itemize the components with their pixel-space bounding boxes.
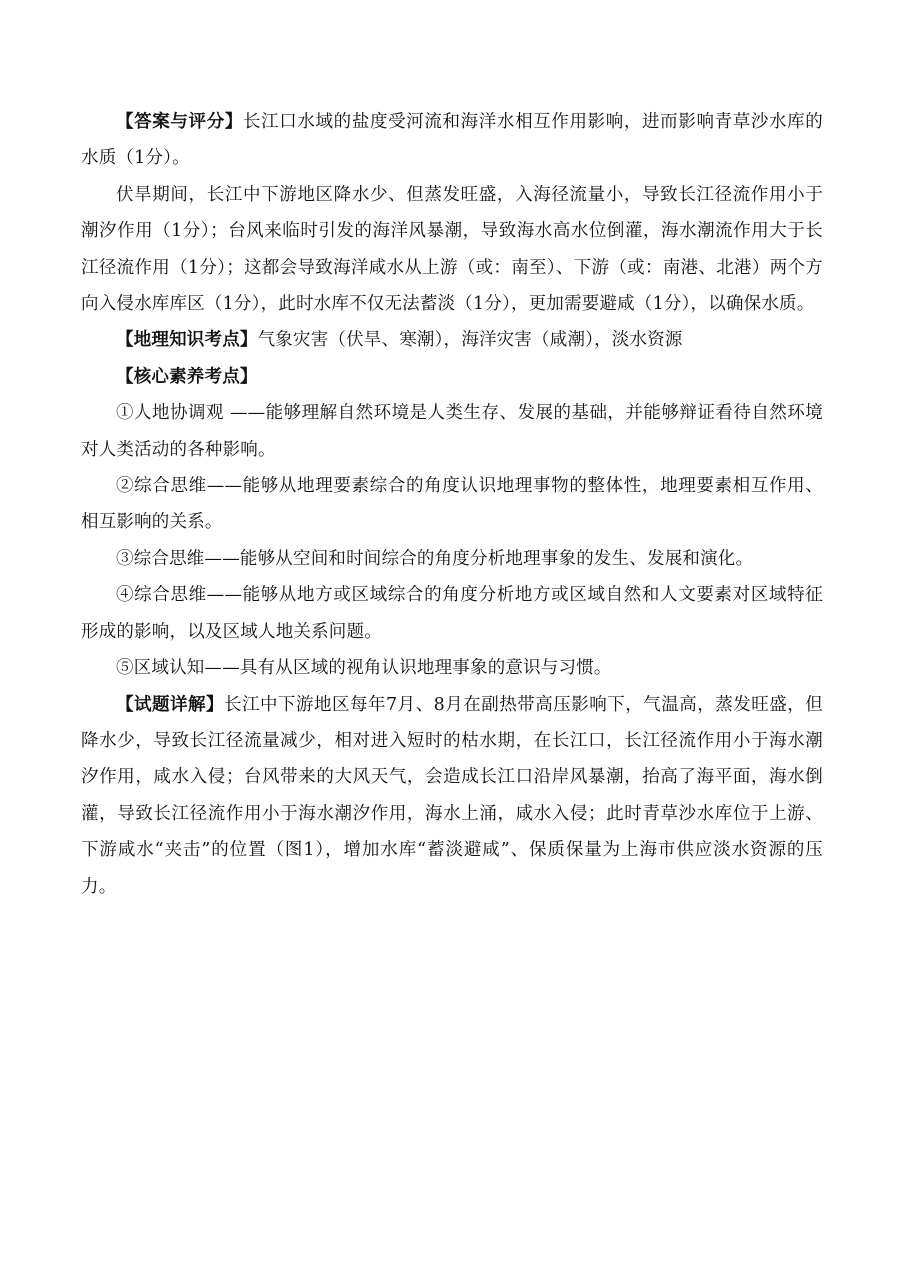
document-page — [81, 104, 823, 905]
detail-text: 长江中下游地区每年7月、8月在副热带高压影响下，气温高，蒸发旺盛，但降水少，导致长江径流量减少，相对进入短时的枯水期，在长江口，长江径流作用小于海水潮汐作用，咸水入侵；台风带来的大风天气，会造成长江口沿岸风暴潮，抬高了海平面，海水倒灌，导致长江径流作用小于海水潮汐作用，海水上涌，咸水入侵；此时青草沙水库位于上游、下游咸水“夹击”的位置（图1），增加水库“蓄淡避咸”、保质保量为上海市供应淡水资源的压力。 — [81, 694, 823, 897]
knowledge-text: 气象灾害（伏旱、寒潮），海洋灾害（咸潮），淡水资源 — [257, 330, 683, 351]
detail-paragraph — [81, 687, 823, 905]
answer-text-1: 长江口水域的盐度受河流和海洋水相互作用影响，进而影响青草沙水库的水质（1分）。 — [81, 112, 823, 169]
detail-label: 【试题详解】 — [116, 694, 225, 715]
literacy-item: ③综合思维——能够从空间和时间综合的角度分析地理事象的发生、发展和演化。 — [116, 548, 754, 569]
literacy-item: ①人地协调观 ——能够理解自然环境是人类生存、发展的基础，并能够辩证看待自然环境对人类活动的各种影响。 — [81, 403, 823, 460]
knowledge-label: 【地理知识考点】 — [116, 330, 258, 351]
literacy-item: ④综合思维——能够从地方或区域综合的角度分析地方或区域自然和人文要素对区域特征形成的影响，以及区域人地关系问题。 — [81, 585, 823, 642]
literacy-label: 【核心素养考点】 — [116, 366, 258, 387]
knowledge-paragraph — [81, 322, 823, 358]
answer-paragraph — [81, 104, 823, 177]
literacy-heading — [81, 359, 823, 395]
answer-label: 【答案与评分】 — [116, 112, 243, 132]
literacy-item: ②综合思维——能够从地理要素综合的角度认识地理事物的整体性，地理要素相互作用、相互影响的关系。 — [81, 476, 823, 533]
literacy-item: ⑤区域认知——具有从区域的视角认识地理事象的意识与习惯。 — [116, 658, 612, 679]
answer-paragraph-2: 伏旱期间，长江中下游地区降水少、但蒸发旺盛，入海径流量小，导致长江径流作用小于潮汐作用（1分）；台风来临时引发的海洋风暴潮，导致海水高水位倒灌，海水潮流作用大于长江径流作用（1分）；这都会导致海洋咸水从上游（或：南至）、下游（或：南港、北港）两个方向入侵水库库区（1分），此时水库不仅无法蓄淡（1分），更加需要避咸（1分），以确保水质。 — [81, 184, 823, 315]
